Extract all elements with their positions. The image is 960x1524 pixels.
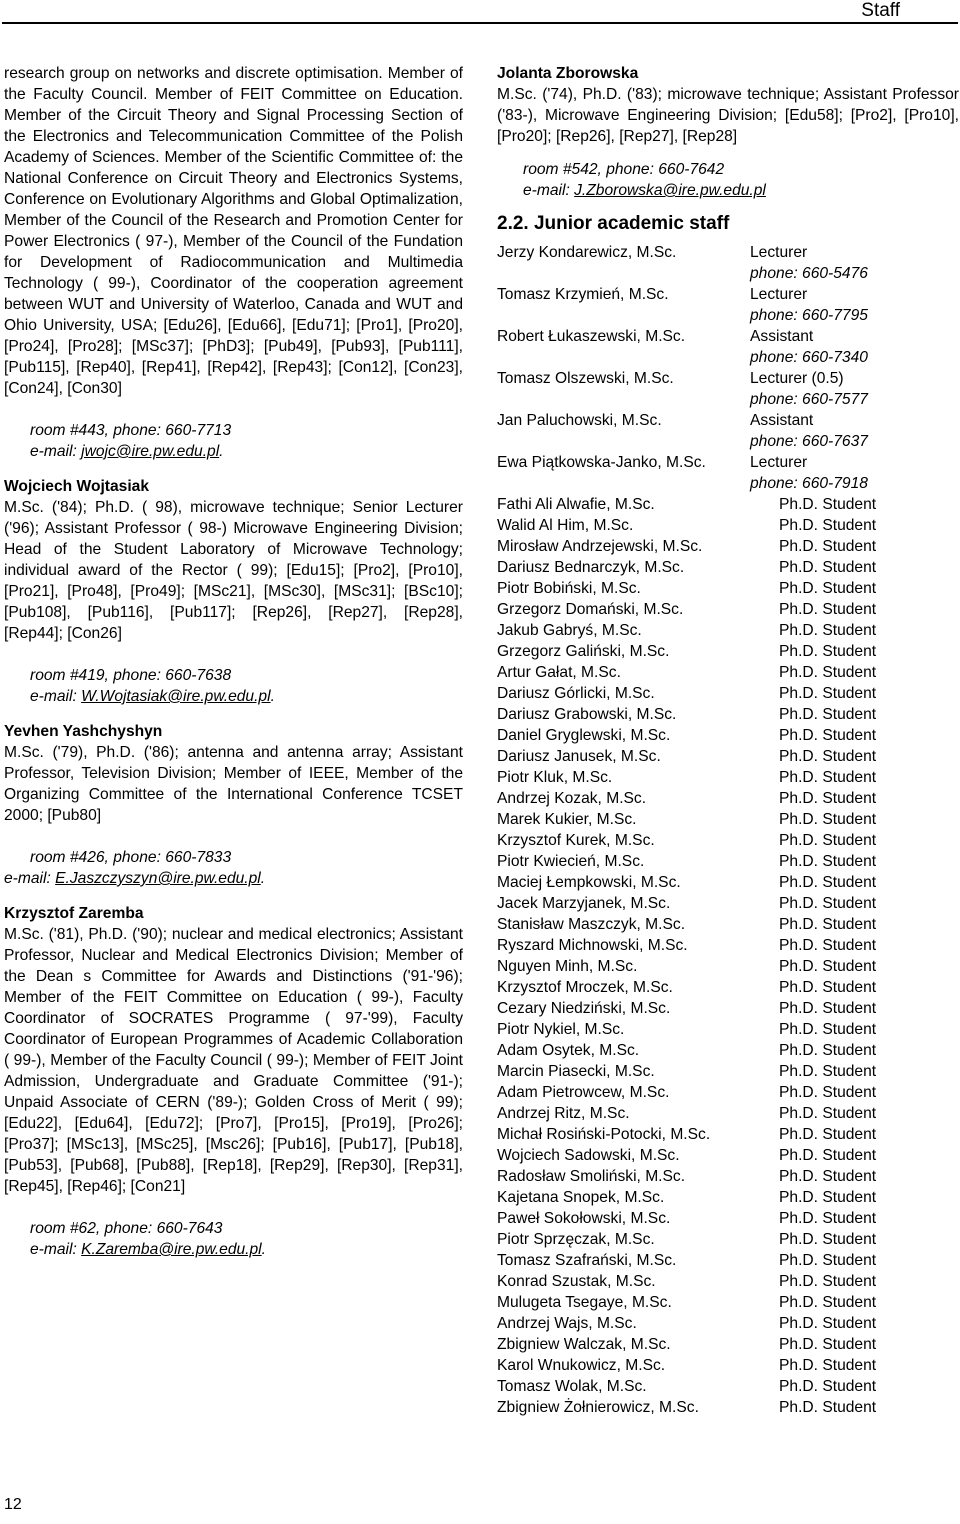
student-role: Ph.D. Student	[779, 1231, 877, 1248]
student-role: Ph.D. Student	[779, 1000, 877, 1017]
student-row	[497, 851, 959, 872]
staff-name: Jerzy Kondarewicz, M.Sc.	[497, 244, 677, 261]
student-role: Ph.D. Student	[779, 1126, 877, 1143]
student-role: Ph.D. Student	[779, 517, 877, 534]
student-name: Tomasz Wolak, M.Sc.	[497, 1378, 647, 1395]
student-role: Ph.D. Student	[779, 979, 877, 996]
zaremba-room: room #62, phone: 660-7643	[30, 1220, 223, 1237]
zborowska-email-line	[497, 180, 959, 201]
student-row	[497, 662, 959, 683]
student-role: Ph.D. Student	[779, 538, 877, 555]
student-name: Mulugeta Tsegaye, M.Sc.	[497, 1294, 672, 1311]
zaremba-email-line: e-mail: K.Zaremba@ire.pw.edu.pl.	[30, 1241, 266, 1258]
student-name: Dariusz Górlicki, M.Sc.	[497, 685, 655, 702]
zaremba-email-label: e-mail:	[30, 1241, 82, 1258]
staff-phone: phone: 660-7637	[750, 433, 868, 450]
staff-role: Lecturer	[750, 286, 808, 303]
section-title: 2.2. Junior academic staff	[497, 213, 730, 234]
student-name: Michał Rosiński-Potocki, M.Sc.	[497, 1126, 711, 1143]
student-row	[497, 977, 959, 998]
intro-email-link[interactable]: jwojc@ire.pw.edu.pl	[81, 443, 220, 460]
student-name: Dariusz Bednarczyk, M.Sc.	[497, 559, 685, 576]
student-row	[497, 704, 959, 725]
intro-email-label: e-mail:	[30, 443, 82, 460]
yashchyshyn-email-line: e-mail: E.Jaszczyszyn@ire.pw.edu.pl.	[4, 870, 266, 887]
student-name: Fathi Ali Alwafie, M.Sc.	[497, 496, 655, 513]
student-name: Mirosław Andrzejewski, M.Sc.	[497, 538, 703, 555]
student-role: Ph.D. Student	[779, 853, 877, 870]
staff-role: Lecturer	[750, 454, 808, 471]
staff-name: Robert Łukaszewski, M.Sc.	[497, 328, 686, 345]
student-row	[497, 746, 959, 767]
student-row	[497, 557, 959, 578]
student-role: Ph.D. Student	[779, 790, 877, 807]
staff-name: Ewa Piątkowska-Janko, M.Sc.	[497, 454, 706, 471]
student-name: Daniel Gryglewski, M.Sc.	[497, 727, 671, 744]
student-role: Ph.D. Student	[779, 1021, 877, 1038]
student-role: Ph.D. Student	[779, 1315, 877, 1332]
staff-role: Assistant	[750, 328, 814, 345]
staff-phone: phone: 660-7918	[750, 475, 868, 492]
student-name: Tomasz Szafrański, M.Sc.	[497, 1252, 677, 1269]
student-row	[497, 1187, 959, 1208]
student-role: Ph.D. Student	[779, 1042, 877, 1059]
student-row	[497, 1103, 959, 1124]
page-header	[0, 0, 960, 24]
student-role: Ph.D. Student	[779, 1147, 877, 1164]
student-role: Ph.D. Student	[779, 622, 877, 639]
student-name: Dariusz Janusek, M.Sc.	[497, 748, 661, 765]
zborowska-email-link[interactable]: J.Zborowska@ire.pw.edu.pl	[574, 182, 766, 199]
student-role: Ph.D. Student	[779, 580, 877, 597]
wojtasiak-name: Wojciech Wojtasiak	[4, 478, 150, 495]
student-row	[497, 1376, 959, 1397]
student-name: Grzegorz Galiński, M.Sc.	[497, 643, 670, 660]
student-role: Ph.D. Student	[779, 769, 877, 786]
student-role: Ph.D. Student	[779, 727, 877, 744]
zborowska-name: Jolanta Zborowska	[497, 65, 639, 82]
student-row	[497, 1271, 959, 1292]
staff-name: Jan Paluchowski, M.Sc.	[497, 412, 662, 429]
wojtasiak-room: room #419, phone: 660-7638	[30, 667, 232, 684]
student-role: Ph.D. Student	[779, 1399, 877, 1416]
student-row	[497, 1313, 959, 1334]
student-role: Ph.D. Student	[779, 1357, 877, 1374]
student-role: Ph.D. Student	[779, 1168, 877, 1185]
student-row	[497, 1124, 959, 1145]
student-name: Nguyen Minh, M.Sc.	[497, 958, 638, 975]
staff-row	[497, 326, 959, 347]
student-row	[497, 1355, 959, 1376]
intro-room: room #443, phone: 660-7713	[30, 422, 232, 439]
yashchyshyn-name: Yevhen Yashchyshyn	[4, 723, 163, 740]
wojtasiak-email-link[interactable]: W.Wojtasiak@ire.pw.edu.pl	[81, 688, 271, 705]
student-name: Piotr Kwiecień, M.Sc.	[497, 853, 645, 870]
student-row	[497, 935, 959, 956]
phd-student-list	[497, 494, 959, 1418]
student-name: Konrad Szustak, M.Sc.	[497, 1273, 656, 1290]
yashchyshyn-email-label: e-mail:	[4, 870, 56, 887]
student-row	[497, 515, 959, 536]
student-role: Ph.D. Student	[779, 1252, 877, 1269]
student-role: Ph.D. Student	[779, 916, 877, 933]
student-name: Adam Osytek, M.Sc.	[497, 1042, 640, 1059]
staff-role: Lecturer	[750, 244, 808, 261]
student-name: Grzegorz Domański, M.Sc.	[497, 601, 684, 618]
staff-row	[497, 368, 959, 389]
student-name: Jakub Gabryś, M.Sc.	[497, 622, 642, 639]
student-row	[497, 914, 959, 935]
staff-row	[497, 452, 959, 473]
zaremba-bio: M.Sc. ('81), Ph.D. ('90); nuclear and medical electronics; Assistant Professor, Nuclear and Medical Electronics Division; Member of the Dean s Committee for Awards and Distinctions ('91-'96); Member of the FEIT Committee on Education ( 99-), Faculty Coordinator of SOCRATES Programme ( 97-'99), Faculty Coordinator of European Programmes of Academic Collaboration ( 99-), Member of the Faculty Council ( 99-); Member of FEIT Joint Admission, Undergraduate and Graduate Committee ('91-); Unpaid Associate of CERN ('89-); Golden Cross of Merit ( 99); [Edu22], [Edu64], [Edu72]; [Pro7], [Pro15], [Pro19], [Pro26]; [Pro37]; [MSc13], [MSc25], [Msc26]; [Pub16], [Pub17], [Pub18], [Pub53], [Pub68], [Pub88], [Rep18], [Rep29], [Rep30], [Rep31], [Rep45], [Rep46]; [Con21]	[4, 926, 463, 1195]
student-row	[497, 788, 959, 809]
student-name: Walid Al Him, M.Sc.	[497, 517, 634, 534]
wojtasiak-email-line: e-mail: W.Wojtasiak@ire.pw.edu.pl.	[30, 688, 275, 705]
student-role: Ph.D. Student	[779, 811, 877, 828]
staff-phone: phone: 660-7577	[750, 391, 868, 408]
student-name: Marcin Piasecki, M.Sc.	[497, 1063, 655, 1080]
student-name: Piotr Sprzęczak, M.Sc.	[497, 1231, 655, 1248]
student-role: Ph.D. Student	[779, 1063, 877, 1080]
junior-staff-list	[497, 242, 959, 494]
student-role: Ph.D. Student	[779, 601, 877, 618]
student-role: Ph.D. Student	[779, 1378, 877, 1395]
student-row	[497, 599, 959, 620]
student-role: Ph.D. Student	[779, 832, 877, 849]
student-role: Ph.D. Student	[779, 748, 877, 765]
student-role: Ph.D. Student	[779, 1294, 877, 1311]
student-role: Ph.D. Student	[779, 1336, 877, 1353]
staff-role: Assistant	[750, 412, 814, 429]
student-role: Ph.D. Student	[779, 643, 877, 660]
left-column	[4, 63, 463, 1260]
student-row	[497, 1145, 959, 1166]
yashchyshyn-bio: M.Sc. ('79), Ph.D. ('86); antenna and antenna array; Assistant Professor, Television Division; Member of IEEE, Member of the Organizing Committee of the International Conference TCSET 2000; [Pub80]	[4, 744, 463, 824]
zaremba-email-link[interactable]: K.Zaremba@ire.pw.edu.pl	[81, 1241, 262, 1258]
header-rule	[2, 22, 958, 24]
student-row	[497, 494, 959, 515]
student-row	[497, 809, 959, 830]
zborowska-email-label: e-mail:	[523, 182, 575, 199]
student-row	[497, 620, 959, 641]
student-role: Ph.D. Student	[779, 937, 877, 954]
student-row	[497, 1250, 959, 1271]
staff-phone: phone: 660-7795	[750, 307, 868, 324]
student-name: Karol Wnukowicz, M.Sc.	[497, 1357, 666, 1374]
staff-row	[497, 284, 959, 305]
staff-row	[497, 410, 959, 431]
student-role: Ph.D. Student	[779, 874, 877, 891]
student-name: Zbigniew Żołnierowicz, M.Sc.	[497, 1399, 699, 1416]
right-column	[497, 63, 959, 1418]
wojtasiak-bio: M.Sc. ('84); Ph.D. ( 98), microwave technique; Senior Lecturer ('96); Assistant Professor ( 98-) Microwave Engineering Division; Head of the Student Laboratory of Microwave Technology; individual award of the Rector ( 99); [Edu15]; [Pro2], [Pro10], [Pro21], [Pro48], [Pro49]; [MSc21], [MSc30], [MSc31]; [BSc10]; [Pub108], [Pub116], [Pub117]; [Rep26], [Rep27], [Rep28], [Rep44]; [Con26]	[4, 499, 463, 642]
student-name: Wojciech Sadowski, M.Sc.	[497, 1147, 680, 1164]
student-name: Kajetana Snopek, M.Sc.	[497, 1189, 665, 1206]
student-name: Paweł Sokołowski, M.Sc.	[497, 1210, 671, 1227]
student-name: Adam Pietrowcew, M.Sc.	[497, 1084, 670, 1101]
student-name: Stanisław Maszczyk, M.Sc.	[497, 916, 686, 933]
student-row	[497, 1040, 959, 1061]
student-row	[497, 893, 959, 914]
student-row	[497, 725, 959, 746]
yashchyshyn-email-link[interactable]: E.Jaszczyszyn@ire.pw.edu.pl	[55, 870, 261, 887]
student-role: Ph.D. Student	[779, 706, 877, 723]
student-name: Artur Gałat, M.Sc.	[497, 664, 621, 681]
student-name: Zbigniew Walczak, M.Sc.	[497, 1336, 671, 1353]
student-name: Marek Kukier, M.Sc.	[497, 811, 637, 828]
zaremba-name: Krzysztof Zaremba	[4, 905, 144, 922]
zborowska-bio: M.Sc. ('74), Ph.D. ('83); microwave technique; Assistant Professor ('83-), Microwave Engineering Division; [Edu58]; [Pro2], [Pro10], [Pro20]; [Rep26], [Rep27], [Rep28]	[497, 86, 959, 145]
student-role: Ph.D. Student	[779, 1189, 877, 1206]
student-name: Cezary Niedziński, M.Sc.	[497, 1000, 671, 1017]
student-role: Ph.D. Student	[779, 1273, 877, 1290]
student-role: Ph.D. Student	[779, 958, 877, 975]
staff-phone: phone: 660-5476	[750, 265, 868, 282]
intro-email-line: e-mail: jwojc@ire.pw.edu.pl.	[30, 443, 224, 460]
student-row	[497, 1334, 959, 1355]
student-name: Radosław Smoliński, M.Sc.	[497, 1168, 686, 1185]
student-name: Andrzej Wajs, M.Sc.	[497, 1315, 637, 1332]
student-role: Ph.D. Student	[779, 1084, 877, 1101]
student-row	[497, 1019, 959, 1040]
staff-role: Lecturer (0.5)	[750, 370, 844, 387]
student-row	[497, 536, 959, 557]
student-row	[497, 1082, 959, 1103]
student-row	[497, 830, 959, 851]
student-role: Ph.D. Student	[779, 1210, 877, 1227]
zborowska-room: room #542, phone: 660-7642	[523, 161, 725, 178]
student-row	[497, 1397, 959, 1418]
student-row	[497, 1229, 959, 1250]
student-row	[497, 1292, 959, 1313]
student-row	[497, 641, 959, 662]
staff-name: Tomasz Krzymień, M.Sc.	[497, 286, 669, 303]
student-name: Piotr Kluk, M.Sc.	[497, 769, 613, 786]
student-row	[497, 998, 959, 1019]
student-name: Andrzej Ritz, M.Sc.	[497, 1105, 630, 1122]
header-title: Staff	[861, 0, 900, 21]
student-role: Ph.D. Student	[779, 496, 877, 513]
student-name: Krzysztof Mroczek, M.Sc.	[497, 979, 673, 996]
student-role: Ph.D. Student	[779, 685, 877, 702]
student-name: Ryszard Michnowski, M.Sc.	[497, 937, 688, 954]
student-role: Ph.D. Student	[779, 1105, 877, 1122]
wojtasiak-email-label: e-mail:	[30, 688, 82, 705]
student-row	[497, 767, 959, 788]
staff-row	[497, 242, 959, 263]
student-name: Maciej Łempkowski, M.Sc.	[497, 874, 681, 891]
student-row	[497, 956, 959, 977]
intro-paragraph: research group on networks and discrete optimisation. Member of the Faculty Council. Member of FEIT Committee on Education. Member of the Circuit Theory and Signal Processing Section of the Electronics and Telecommunication Committee of the Polish Academy of Sciences. Member of the Scientific Committee of: the National Conference on Circuit Theory and Electronics Systems, Conference on Evolutionary Algorithms and Global Optimalization, Member of the Council of the Research and Promotion Center for Power Electronics ( 97-), Member of the Council of the Fundation for Development of Radiocommunication and Multimedia Technology ( 99-), Coordinator of the cooperation agreement between WUT and University of Waterloo, Canada and WUT and Ohio University, USA; [Edu26], [Edu66], [Edu71]; [Pro1], [Pro20], [Pro24], [Pro28]; [MSc37]; [PhD3]; [Pub49], [Pub93], [Pub111], [Pub115], [Rep40], [Rep41], [Rep42], [Rep43]; [Con12], [Con23], [Con24], [Con30]	[4, 65, 463, 397]
staff-name: Tomasz Olszewski, M.Sc.	[497, 370, 674, 387]
staff-phone: phone: 660-7340	[750, 349, 868, 366]
yashchyshyn-room: room #426, phone: 660-7833	[30, 849, 232, 866]
student-role: Ph.D. Student	[779, 559, 877, 576]
student-row	[497, 578, 959, 599]
student-name: Piotr Bobiński, M.Sc.	[497, 580, 641, 597]
student-row	[497, 1208, 959, 1229]
student-row	[497, 683, 959, 704]
student-name: Piotr Nykiel, M.Sc.	[497, 1021, 625, 1038]
student-name: Jacek Marzyjanek, M.Sc.	[497, 895, 671, 912]
student-row	[497, 872, 959, 893]
student-name: Andrzej Kozak, M.Sc.	[497, 790, 647, 807]
student-row	[497, 1061, 959, 1082]
student-role: Ph.D. Student	[779, 664, 877, 681]
student-name: Krzysztof Kurek, M.Sc.	[497, 832, 655, 849]
student-role: Ph.D. Student	[779, 895, 877, 912]
page-number: 12	[4, 1496, 22, 1513]
student-name: Dariusz Grabowski, M.Sc.	[497, 706, 677, 723]
student-row	[497, 1166, 959, 1187]
